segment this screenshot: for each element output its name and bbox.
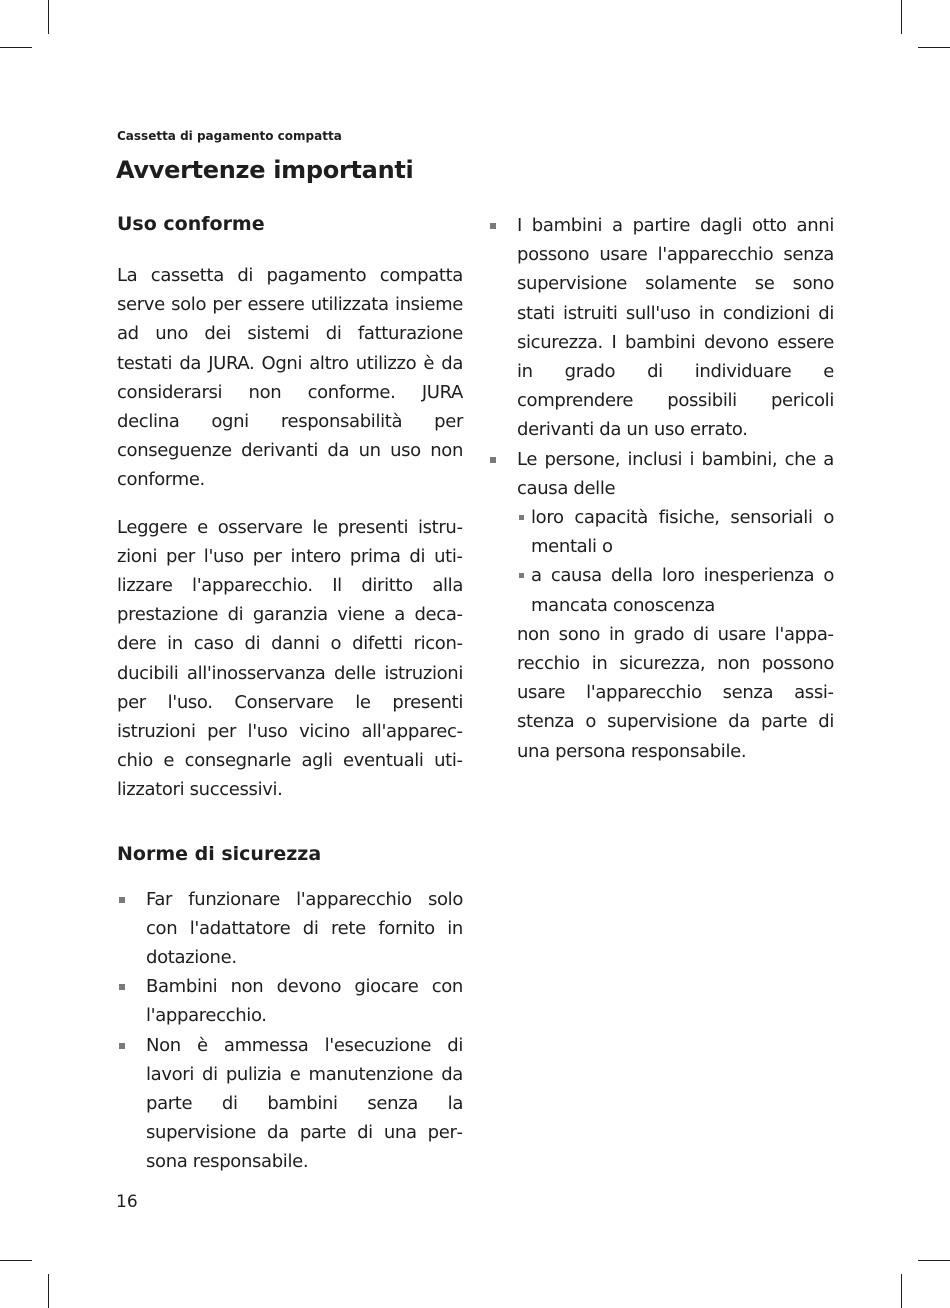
section-heading-norme-sicurezza: Norme di sicurezza [117,842,322,865]
bullet-square-icon [490,223,496,229]
list-item [488,445,834,766]
sub-bullet-square-icon [519,515,524,520]
crop-mark-bottom-right-v [901,1274,902,1308]
list-item [117,885,463,973]
crop-mark-top-left-h [0,47,32,48]
list-item [488,211,834,445]
running-head: Cassetta di pagamento compatta [117,129,342,143]
right-column [488,211,834,766]
list-item [117,1031,463,1177]
sub-list-item-text: a causa della loro inesperienza o mancata conoscenza [531,565,834,616]
paragraph-uso-conforme-2: Leggere e osservare le presenti istruzioni per l'uso per intero prima di utilizzare l'apparecchio. Il diritto alla prestazione di garanzia viene a decadere in caso di danni o difetti riconducibili all'inosservanza delle istruzioni per l'uso. Conservare le presenti istruzioni per l'uso vicino all'apparecchio e consegnarle agli eventuali utilizzatori successivi. [117,516,463,801]
list-item-text: Non è ammessa l'esecuzione di lavori di pulizia e manutenzione da parte di bambini senza la supervisione da parte di una persona responsabile. [146,1034,463,1173]
list-item [117,972,463,1030]
crop-mark-bottom-right-h [918,1260,950,1261]
crop-mark-top-right-v [901,0,902,34]
crop-mark-top-left-v [48,0,49,34]
sub-list-item [517,561,834,619]
list-item-text: Bambini non devono giocare con l'apparecchio. [146,976,463,1027]
left-column [117,205,463,1177]
list-item-text: Far funzionare l'apparecchio solo con l'adattatore di rete fornito in dotazione. [146,888,463,969]
paragraph-uso-conforme-1: La cassetta di pagamento compatta serve solo per essere utilizzata insieme ad uno dei sistemi di fatturazione testati da JURA. Ogni altro utilizzo è da considerarsi non conforme. JURA declina ogni responsabilità per conseguenze derivanti da un uso non conforme. [117,265,463,491]
safety-list [117,885,463,1177]
page-number: 16 [116,1192,138,1212]
list-item-text: Le persone, inclusi i bambini, che a causa delle [517,448,834,499]
sub-bullet-square-icon [519,573,524,578]
bullet-square-icon [119,897,125,903]
crop-mark-top-right-h [918,47,950,48]
bullet-square-icon [490,457,496,463]
bullet-square-icon [119,984,125,990]
list-item-continuation: non sono in grado di usare l'apparecchio in sicurezza, non possono usare l'apparecchio senza assistenza o supervisione da parte di una persona responsabile. [517,623,834,762]
list-item-text: I bambini a partire dagli otto anni possono usare l'apparecchio senza supervisione solamente se sono stati istruiti sull'uso in condizioni di sicurezza. I bambini devono essere in grado di individuare e comprendere possibili pericoli derivanti da un uso errato. [517,215,834,441]
sub-list-item [517,503,834,561]
section-heading-uso-conforme: Uso conforme [117,213,265,235]
crop-mark-bottom-left-h [0,1260,32,1261]
safety-list-continued [488,211,834,766]
bullet-square-icon [119,1043,125,1049]
sub-list-item-text: loro capacità fisiche, sensoriali o mentali o [531,507,834,558]
sub-list [517,503,834,620]
page-title: Avvertenze importanti [116,156,414,184]
crop-mark-bottom-left-v [48,1274,49,1308]
